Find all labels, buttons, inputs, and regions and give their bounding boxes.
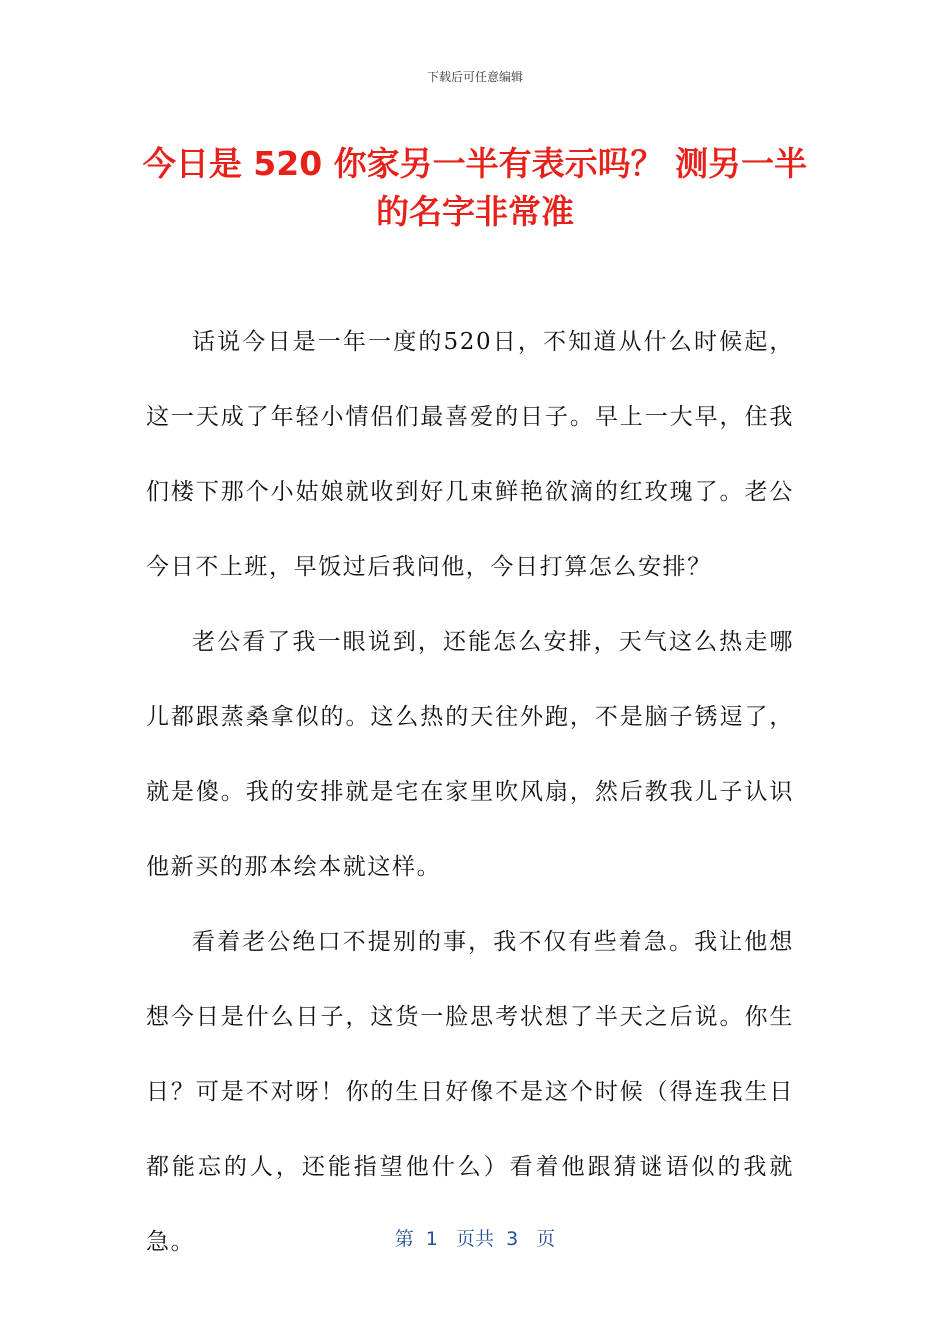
- paragraph: 话说今日是一年一度的520日，不知道从什么时候起，这一天成了年轻小情侣们最喜爱的日子。早上一大早，住我们楼下那个小姑娘就收到好几束鲜艳欲滴的红玫瑰了。老公今日不上班，早饭过后我问他，今日打算怎么安排？: [146, 329, 794, 580]
- paragraph: 看着老公绝口不提别的事，我不仅有些着急。我让他想想今日是什么日子，这货一脸思考状想了半天之后说。你生日？可是不对呀！你的生日好像不是这个时候（得连我生日都能忘的人，还能指望他什么）看着他跟猜谜语似的我就急。: [146, 929, 794, 1255]
- header-note: 下载后可任意编辑: [426, 70, 523, 84]
- page-number: 第 1 页共 3 页: [394, 1228, 556, 1250]
- paragraph: 老公看了我一眼说到，还能怎么安排，天气这么热走哪儿都跟蒸桑拿似的。这么热的天往外跑，不是脑子锈逗了，就是傻。我的安排就是宅在家里吹风扇，然后教我儿子认识他新买的那本绘本就这样。: [146, 629, 794, 880]
- document-title: 今日是 520 你家另一半有表示吗？ 测另一半的名字非常准: [142, 144, 808, 231]
- document-body: [146, 305, 794, 1280]
